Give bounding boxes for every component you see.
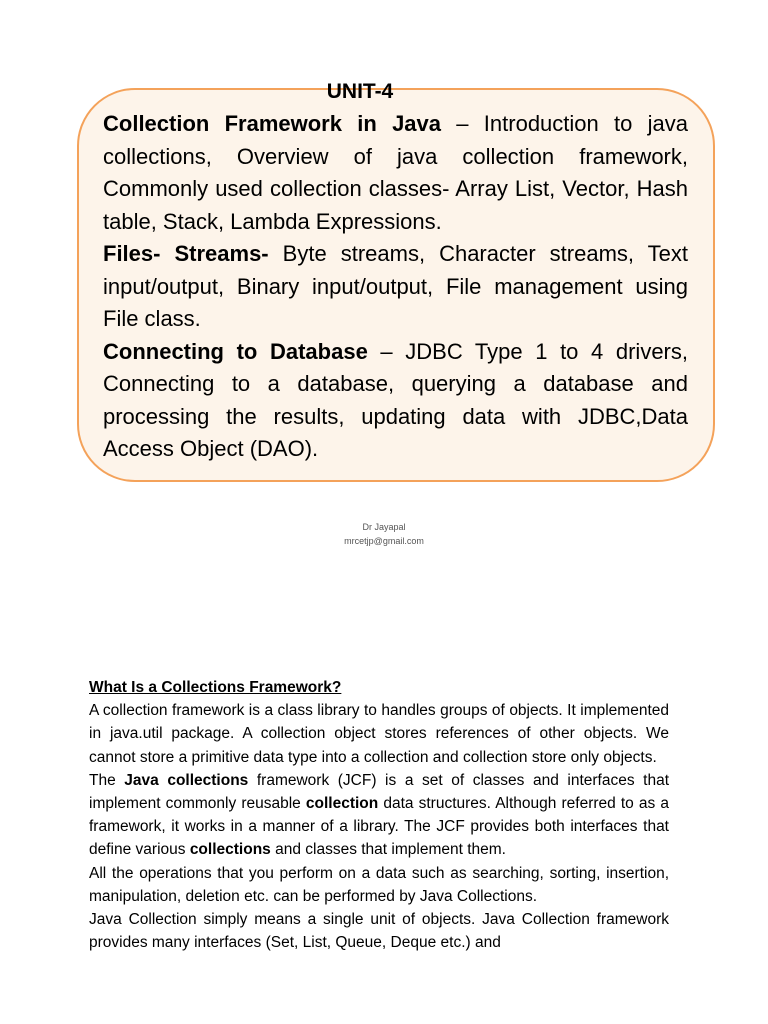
topic-separator bbox=[269, 241, 283, 266]
author-name: Dr Jayapal bbox=[362, 522, 406, 532]
paragraph-collection-units: Java Collection simply means a single unit of objects. Java Collection framework provides many interfaces (Set, List, Queue, Deque etc.) and bbox=[89, 911, 669, 952]
topic-heading: Connecting to Database bbox=[103, 338, 368, 364]
unit-title: UNIT-4 bbox=[326, 80, 394, 103]
topic-body: Introduction to java collections, Overview of java collection framework, Commonly used collection classes- Array List, Vector, Hash table, Stack, Lambda Expressions. bbox=[103, 111, 688, 234]
text-run: framework (JCF) is a set of classes and interfaces that implement commonly reusable bbox=[89, 771, 669, 813]
text-run: data structures. Although referred to as a framework, it works in a manner of a library. The JCF provides both interfaces that define various bbox=[89, 795, 669, 859]
topic-separator: – bbox=[441, 111, 484, 136]
paragraph-operations: All the operations that you perform on a data such as searching, sorting, insertion, manipulation, deletion etc. can be performed by Java Collections. bbox=[89, 864, 669, 905]
slide-footer bbox=[0, 520, 768, 548]
topic-collection-framework bbox=[103, 108, 688, 238]
topic-body: JDBC Type 1 to 4 drivers, Connecting to a database, querying a database and processing the results, updating data with JDBC,Data Access Object (DAO). bbox=[103, 338, 688, 461]
text-run: and classes that implement them. bbox=[270, 841, 506, 859]
bold-term: Java collections bbox=[124, 771, 249, 789]
bold-term: collections bbox=[189, 841, 271, 859]
topic-files-streams bbox=[103, 238, 688, 336]
paragraph-intro: A collection framework is a class library to handles groups of objects. It implemented in java.util package. A collection object stores references of other objects. We cannot store a primitive data type into a collection and collection store only objects. bbox=[89, 702, 669, 766]
topic-heading: Files- Streams- bbox=[103, 241, 269, 266]
bold-term: collection bbox=[305, 795, 379, 813]
topic-connecting-database bbox=[103, 336, 688, 466]
document-body bbox=[89, 676, 669, 954]
author-email: mrcetjp@gmail.com bbox=[344, 536, 424, 546]
syllabus-content bbox=[103, 108, 688, 466]
text-run: The bbox=[89, 771, 125, 789]
topic-heading: Collection Framework in Java bbox=[103, 111, 442, 136]
paragraph-jcf bbox=[89, 769, 669, 862]
section-heading: What Is a Collections Framework? bbox=[89, 679, 342, 696]
topic-separator: – bbox=[367, 338, 406, 364]
topic-body: Byte streams, Character streams, Text input/output, Binary input/output, File management using File class. bbox=[103, 241, 688, 331]
